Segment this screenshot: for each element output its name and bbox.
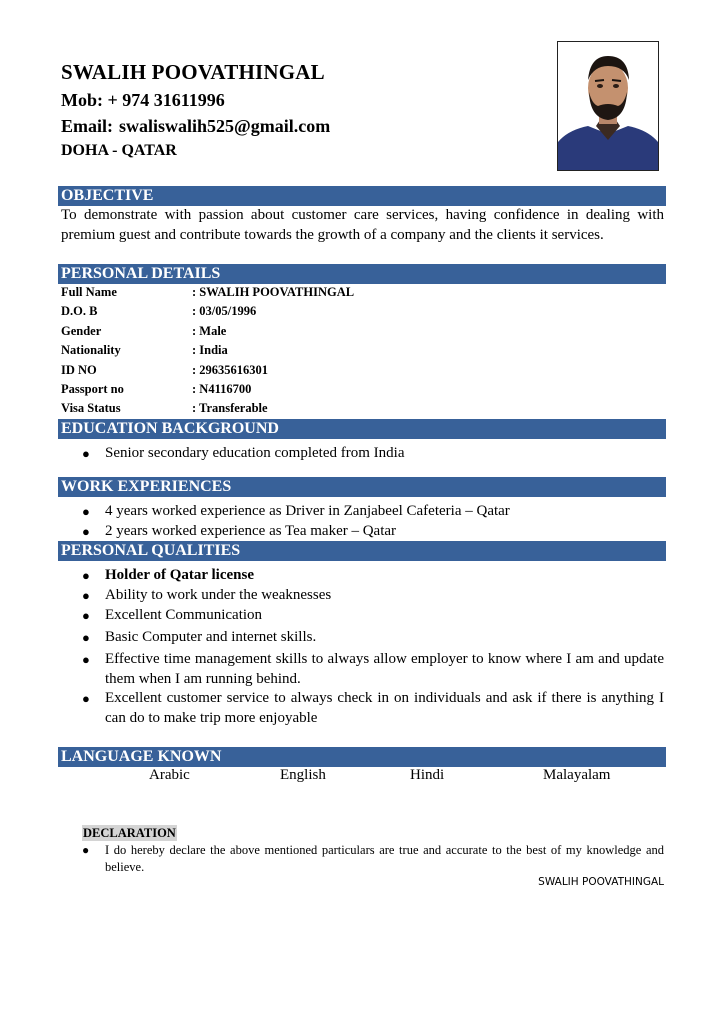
personal-detail-label: Passport no	[61, 382, 124, 396]
work-item	[82, 502, 664, 522]
language-item: Malayalam	[543, 767, 611, 783]
work-text: 4 years worked experience as Driver in Zanjabeel Cafeteria – Qatar	[105, 503, 510, 519]
bullet-icon: ●	[82, 588, 90, 603]
bullet-icon: ●	[82, 691, 90, 706]
candidate-name: SWALIH POOVATHINGAL	[61, 60, 325, 84]
qualities-text: Ability to work under the weaknesses	[105, 587, 332, 603]
bullet-icon: ●	[82, 608, 90, 623]
personal-detail-value: : Male	[192, 323, 227, 338]
personal-detail-value: : Transferable	[192, 401, 268, 416]
qualities-item	[82, 628, 664, 648]
bullet-icon: ●	[82, 630, 90, 645]
signature-name: SWALIH POOVATHINGAL	[538, 876, 664, 888]
qualities-text: Holder of Qatar license	[105, 567, 255, 583]
work-item	[82, 522, 664, 542]
section-objective: OBJECTIVE	[58, 186, 666, 206]
section-personal-qualities: PERSONAL QUALITIES	[58, 541, 666, 561]
qualities-item	[82, 586, 664, 606]
bullet-icon: ●	[82, 652, 90, 667]
work-text: 2 years worked experience as Tea maker – Qatar	[105, 523, 397, 539]
qualities-text: Basic Computer and internet skills.	[105, 629, 317, 645]
personal-detail-value: : 29635616301	[192, 362, 269, 377]
qualities-item	[82, 606, 664, 626]
declaration-text: I do hereby declare the above mentioned particulars are true and accurate to the best of my knowledge and believe.	[105, 843, 664, 874]
education-item	[82, 444, 664, 464]
email-address: swaliswalih525@gmail.com	[119, 116, 331, 136]
personal-detail-value: : SWALIH POOVATHINGAL	[192, 285, 355, 299]
objective-text: To demonstrate with passion about customer care services, having confidence in dealing with premium guest and contribute towards the growth of a company and the clients it services.	[61, 207, 664, 243]
qualities-text: Excellent Communication	[105, 607, 263, 623]
bullet-icon: ●	[82, 504, 90, 519]
personal-detail-label: D.O. B	[61, 304, 98, 319]
section-work-experience: WORK EXPERIENCES	[58, 477, 666, 497]
personal-detail-value: : India	[192, 343, 228, 358]
section-education: EDUCATION BACKGROUND	[58, 419, 666, 439]
qualities-item	[82, 566, 664, 586]
language-item: Arabic	[149, 767, 190, 783]
profile-photo-illustration	[558, 42, 658, 170]
language-item: English	[280, 767, 326, 783]
bullet-icon: ●	[82, 524, 90, 539]
education-text: Senior secondary education completed from India	[105, 445, 405, 461]
qualities-item	[82, 650, 664, 689]
section-languages: LANGUAGE KNOWN	[58, 747, 666, 767]
qualities-text: Excellent customer service to always check in on individuals and ask if there is anything I can do to make trip more enjoyable	[105, 690, 664, 726]
qualities-text: Effective time management skills to always allow employer to know where I am and update them when I am running behind.	[105, 651, 664, 687]
mobile-number: Mob: + 974 31611996	[61, 90, 225, 110]
email-label: Email:	[61, 116, 113, 136]
language-item: Hindi	[410, 767, 445, 783]
personal-detail-label: Full Name	[61, 285, 117, 299]
bullet-icon: ●	[82, 843, 90, 857]
personal-detail-label: Visa Status	[61, 401, 121, 416]
personal-detail-label: Nationality	[61, 343, 121, 358]
email-line	[61, 116, 330, 137]
qualities-item	[82, 689, 664, 728]
location: DOHA - QATAR	[61, 142, 177, 159]
personal-detail-label: ID NO	[61, 362, 97, 377]
section-personal-details: PERSONAL DETAILS	[58, 264, 666, 284]
bullet-icon: ●	[82, 446, 90, 461]
personal-detail-value: : N4116700	[192, 382, 252, 396]
bullet-icon: ●	[82, 568, 90, 583]
personal-detail-label: Gender	[61, 323, 102, 338]
profile-photo	[557, 41, 659, 171]
personal-detail-value: : 03/05/1996	[192, 304, 257, 319]
declaration-title: DECLARATION	[83, 826, 176, 840]
